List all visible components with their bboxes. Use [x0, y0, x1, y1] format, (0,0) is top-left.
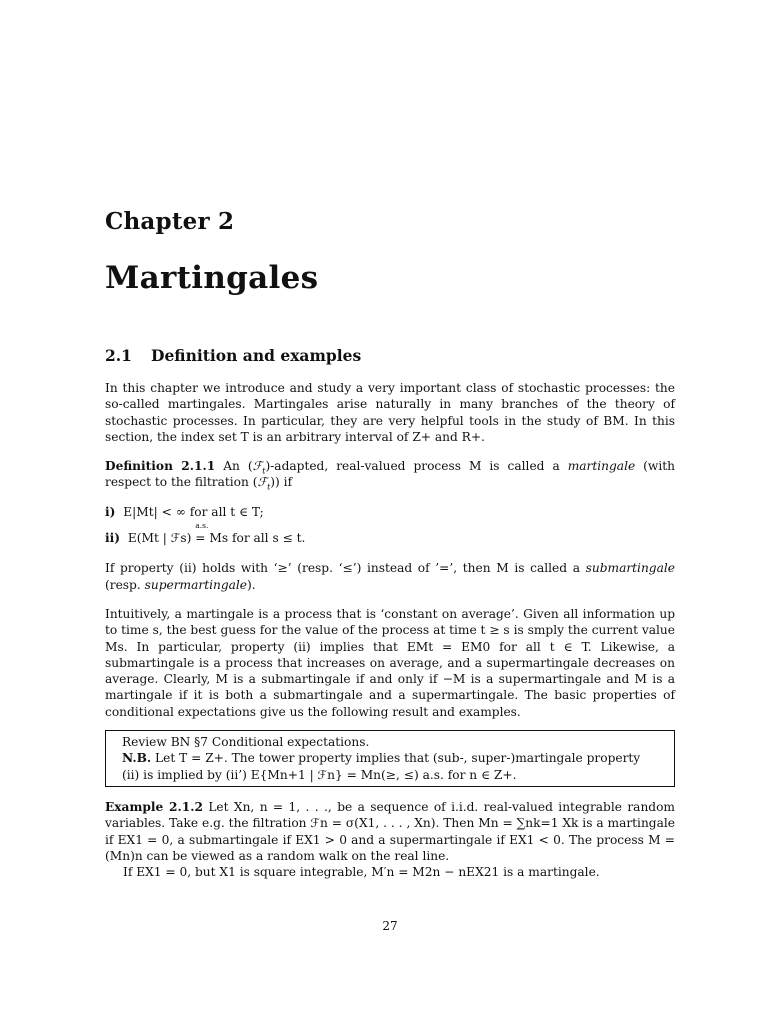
nb-label: N.B. — [122, 751, 152, 766]
definition-text: )-adapted, real-valued process M is called a — [265, 459, 568, 474]
sub-super-paragraph — [105, 560, 675, 593]
definition-text: (with respect to the filtration ( — [105, 459, 676, 490]
chapter-label: Chapter 2 — [105, 208, 235, 235]
document-page — [105, 0, 675, 1024]
equals-sign: = — [195, 531, 206, 546]
definition-text: An ( — [223, 459, 253, 474]
intro-paragraph: In this chapter we introduce and study a very important class of stochastic processes: the so-called martingales. Martingales arise naturally in many branches of the theory of stochastic processes. In particular, they are very helpful tools in the study of BM. In this section, the index set T is an arbitrary interval of Z+ and R+. — [105, 381, 675, 444]
as-equals — [195, 521, 209, 546]
item-text: Ms for all s ≤ t. — [205, 531, 306, 546]
filtration-symbol: ℱ$_t$ — [257, 475, 271, 492]
example-paragraph — [105, 799, 675, 864]
definition-term: martingale — [567, 459, 636, 474]
example-label: Example 2.1.2 — [105, 799, 203, 814]
review-line: Review BN §7 Conditional expectations. — [122, 735, 370, 750]
filtration-symbol: ℱ$_t$ — [252, 459, 266, 476]
item-text: E(Mt | ℱs) — [127, 531, 196, 546]
paragraph-text: ). — [247, 577, 256, 592]
definition-paragraph — [105, 458, 675, 491]
supermartingale-term: supermartingale — [144, 577, 248, 592]
page-number: 27 — [382, 919, 398, 933]
item-label: ii) — [105, 531, 121, 546]
section-number: 2.1 — [105, 346, 132, 365]
item-text: E|Mt| < ∞ for all t ∈ T; — [123, 504, 264, 519]
body-content — [105, 380, 675, 880]
section-title: Definition and examples — [151, 346, 362, 365]
paragraph-text: If property (ii) holds with ‘≥’ (resp. ‘≤’) instead of ’=’, then M is called a — [105, 561, 586, 576]
item-label: i) — [105, 504, 116, 519]
review-box — [105, 730, 675, 787]
definition-text: )) if — [270, 475, 293, 490]
definition-item-i — [105, 504, 675, 520]
chapter-title: Martingales — [105, 260, 319, 296]
example-text: Let Xn, n = 1, . . ., be a sequence of i.i.d. real-valued integrable random variables. Take e.g. the filtration ℱn = σ(X1, . . . , Xn). Then Mn = ∑nk=1 Xk is a martingale if EX1 = 0, a submartingale if EX1 > 0 and a supermartingale if EX1 < 0. The process M = (Mn)n can be viewed as a random walk on the real line. — [105, 799, 675, 863]
paragraph-text: (resp. — [105, 577, 145, 592]
nb-paragraph — [122, 750, 658, 783]
nb-text: Let T = Z+. The tower property implies that (sub-, super-)martingale property (ii) is implied by (ii’) E{Mn+1 | ℱn} = Mn(≥, ≤) a.s. for n ∈ Z+. — [122, 751, 641, 782]
submartingale-term: submartingale — [585, 561, 675, 576]
as-label: a.s. — [195, 521, 209, 531]
example-followup: If EX1 = 0, but X1 is square integrable, M′n = M2n − nEX21 is a martingale. — [123, 865, 600, 880]
intuition-paragraph: Intuitively, a martingale is a process that is ‘constant on average’. Given all information up to time s, the best guess for the value of the process at time t ≥ s is smply the current value Ms. In particular, property (ii) implies that EMt = EM0 for all t ∈ T. Likewise, a submartingale is a process that increases on average, and a supermartingale decreases on average. Clearly, M is a submartingale if and only if −M is a supermartingale and M is a martingale if it is both a submartingale and a supermartingale. The basic properties of conditional expectations give us the following result and examples. — [105, 606, 675, 719]
section-heading — [105, 346, 361, 365]
definition-item-ii — [105, 521, 675, 546]
definition-label: Definition 2.1.1 — [105, 459, 216, 474]
